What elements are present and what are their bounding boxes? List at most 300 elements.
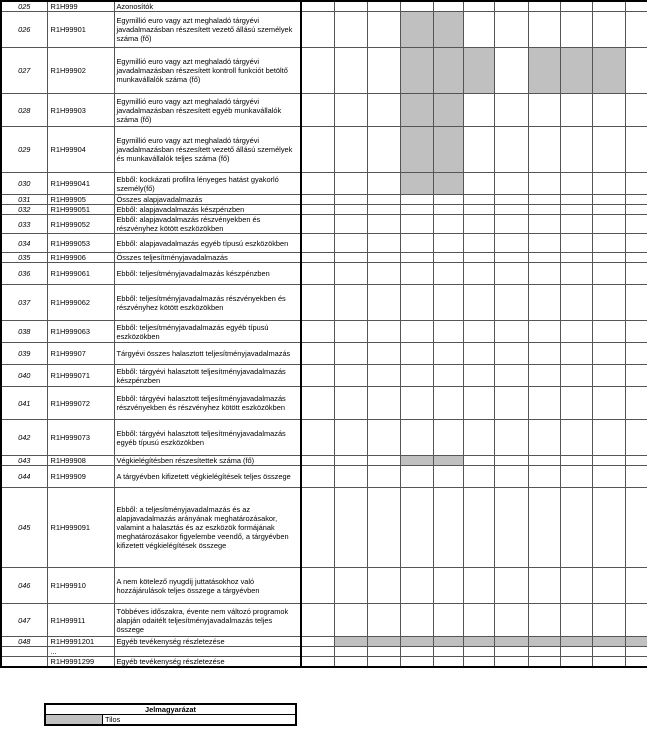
input-cell[interactable] [625,420,647,456]
input-cell[interactable] [528,94,560,127]
row-code: R1H999053 [47,234,114,253]
input-cell[interactable] [494,647,528,657]
input-cell[interactable] [367,94,400,127]
input-cell[interactable] [367,343,400,365]
row-description: Végkielégítésben részesítettek száma (fő) [114,456,301,466]
restricted-cell [433,94,463,127]
input-cell[interactable] [528,466,560,488]
input-cell[interactable] [400,604,433,637]
table-row [1,253,647,263]
input-cell[interactable] [463,420,494,456]
input-cell[interactable] [528,234,560,253]
input-cell[interactable] [560,94,592,127]
input-cell[interactable] [301,263,334,285]
input-cell[interactable] [625,195,647,205]
input-cell[interactable] [560,466,592,488]
input-cell[interactable] [334,48,367,94]
input-cell[interactable] [625,253,647,263]
input-cell[interactable] [625,205,647,215]
input-cell[interactable] [560,173,592,195]
input-cell[interactable] [528,604,560,637]
input-cell[interactable] [301,173,334,195]
restricted-cell [334,637,367,647]
row-description: A tárgyévben kifizetett végkielégítések teljes összege [114,466,301,488]
input-cell[interactable] [367,657,400,668]
input-cell[interactable] [433,604,463,637]
input-cell[interactable] [592,488,625,568]
input-cell[interactable] [433,488,463,568]
input-cell[interactable] [367,604,400,637]
input-cell[interactable] [463,466,494,488]
input-cell[interactable] [592,263,625,285]
input-cell[interactable] [528,127,560,173]
input-cell[interactable] [367,456,400,466]
input-cell[interactable] [334,253,367,263]
input-cell[interactable] [301,456,334,466]
input-cell[interactable] [433,387,463,420]
input-cell[interactable] [592,253,625,263]
input-cell[interactable] [625,456,647,466]
input-cell[interactable] [334,657,367,668]
input-cell[interactable] [560,657,592,668]
input-cell[interactable] [625,466,647,488]
input-cell[interactable] [560,1,592,12]
input-cell[interactable] [528,263,560,285]
input-cell[interactable] [592,456,625,466]
row-number: 030 [1,173,47,195]
input-cell[interactable] [592,12,625,48]
input-cell[interactable] [625,285,647,321]
input-cell[interactable] [301,285,334,321]
input-cell[interactable] [367,215,400,234]
row-code: R1H9991201 [47,637,114,647]
input-cell[interactable] [334,387,367,420]
input-cell[interactable] [560,215,592,234]
input-cell[interactable] [301,1,334,12]
input-cell[interactable] [625,48,647,94]
input-cell[interactable] [494,234,528,253]
input-cell[interactable] [463,488,494,568]
input-cell[interactable] [433,343,463,365]
input-cell[interactable] [463,365,494,387]
input-cell[interactable] [560,568,592,604]
input-cell[interactable] [433,285,463,321]
input-cell[interactable] [334,263,367,285]
input-cell[interactable] [494,365,528,387]
input-cell[interactable] [433,568,463,604]
input-cell[interactable] [625,343,647,365]
input-cell[interactable] [560,285,592,321]
table-body [1,1,647,667]
input-cell[interactable] [592,127,625,173]
input-cell[interactable] [463,568,494,604]
input-cell[interactable] [433,253,463,263]
input-cell[interactable] [560,263,592,285]
input-cell[interactable] [560,488,592,568]
input-cell[interactable] [367,205,400,215]
input-cell[interactable] [592,205,625,215]
input-cell[interactable] [433,657,463,668]
input-cell[interactable] [625,488,647,568]
input-cell[interactable] [560,420,592,456]
input-cell[interactable] [592,604,625,637]
input-cell[interactable] [433,205,463,215]
input-cell[interactable] [301,637,334,647]
input-cell[interactable] [560,343,592,365]
input-cell[interactable] [400,420,433,456]
input-cell[interactable] [463,215,494,234]
restricted-cell [433,48,463,94]
input-cell[interactable] [592,195,625,205]
input-cell[interactable] [463,285,494,321]
input-cell[interactable] [625,365,647,387]
input-cell[interactable] [433,321,463,343]
input-cell[interactable] [560,195,592,205]
row-description: Tárgyévi összes halasztott teljesítményjavadalmazás [114,343,301,365]
row-number: 037 [1,285,47,321]
restricted-cell [592,48,625,94]
input-cell[interactable] [592,285,625,321]
input-cell[interactable] [625,234,647,253]
input-cell[interactable] [301,387,334,420]
table-row [1,637,647,647]
input-cell[interactable] [334,195,367,205]
row-code: R1H99907 [47,343,114,365]
input-cell[interactable] [528,12,560,48]
input-cell[interactable] [400,321,433,343]
input-cell[interactable] [592,657,625,668]
input-cell[interactable] [528,173,560,195]
input-cell[interactable] [301,253,334,263]
input-cell[interactable] [494,420,528,456]
row-description: Azonosítók [114,1,301,12]
input-cell[interactable] [625,12,647,48]
input-cell[interactable] [400,657,433,668]
table-row [1,657,647,668]
table-row [1,1,647,12]
input-cell[interactable] [367,568,400,604]
input-cell[interactable] [625,321,647,343]
input-cell[interactable] [301,657,334,668]
input-cell[interactable] [433,647,463,657]
input-cell[interactable] [560,387,592,420]
input-cell[interactable] [433,420,463,456]
input-cell[interactable] [400,568,433,604]
input-cell[interactable] [625,387,647,420]
input-cell[interactable] [494,12,528,48]
input-cell[interactable] [301,205,334,215]
input-cell[interactable] [400,205,433,215]
input-cell[interactable] [592,420,625,456]
input-cell[interactable] [463,343,494,365]
input-cell[interactable] [528,647,560,657]
row-code: R1H999 [47,1,114,12]
input-cell[interactable] [301,12,334,48]
input-cell[interactable] [334,1,367,12]
input-cell[interactable] [625,604,647,637]
input-cell[interactable] [560,365,592,387]
input-cell[interactable] [367,234,400,253]
input-cell[interactable] [301,321,334,343]
input-cell[interactable] [494,343,528,365]
input-cell[interactable] [400,387,433,420]
table-row [1,420,647,456]
input-cell[interactable] [367,195,400,205]
input-cell[interactable] [528,657,560,668]
input-cell[interactable] [494,48,528,94]
input-cell[interactable] [301,215,334,234]
input-cell[interactable] [625,94,647,127]
input-cell[interactable] [463,205,494,215]
input-cell[interactable] [592,343,625,365]
input-cell[interactable] [301,466,334,488]
input-cell[interactable] [463,234,494,253]
input-cell[interactable] [463,1,494,12]
input-cell[interactable] [560,604,592,637]
input-cell[interactable] [400,466,433,488]
input-cell[interactable] [400,365,433,387]
input-cell[interactable] [367,647,400,657]
input-cell[interactable] [367,466,400,488]
input-cell[interactable] [528,568,560,604]
row-code: R1H99911 [47,604,114,637]
input-cell[interactable] [367,173,400,195]
input-cell[interactable] [592,647,625,657]
restricted-cell [560,48,592,94]
input-cell[interactable] [528,215,560,234]
input-cell[interactable] [463,657,494,668]
input-cell[interactable] [334,285,367,321]
input-cell[interactable] [592,365,625,387]
restricted-cell [400,456,433,466]
input-cell[interactable] [334,420,367,456]
input-cell[interactable] [625,647,647,657]
input-cell[interactable] [592,387,625,420]
input-cell[interactable] [494,253,528,263]
input-cell[interactable] [528,1,560,12]
input-cell[interactable] [367,285,400,321]
input-cell[interactable] [433,234,463,253]
input-cell[interactable] [463,321,494,343]
input-cell[interactable] [301,234,334,253]
input-cell[interactable] [463,12,494,48]
input-cell[interactable] [334,466,367,488]
row-code: R1H999051 [47,205,114,215]
input-cell[interactable] [528,205,560,215]
input-cell[interactable] [301,604,334,637]
row-code: R1H99904 [47,127,114,173]
input-cell[interactable] [463,387,494,420]
input-cell[interactable] [433,365,463,387]
input-cell[interactable] [367,48,400,94]
input-cell[interactable] [592,321,625,343]
input-cell[interactable] [334,234,367,253]
input-cell[interactable] [494,387,528,420]
input-cell[interactable] [367,365,400,387]
input-cell[interactable] [433,466,463,488]
restricted-cell [528,48,560,94]
input-cell[interactable] [400,488,433,568]
input-cell[interactable] [301,488,334,568]
input-cell[interactable] [463,127,494,173]
input-cell[interactable] [528,285,560,321]
row-number: 032 [1,205,47,215]
input-cell[interactable] [334,94,367,127]
input-cell[interactable] [301,127,334,173]
row-description: Ebből: tárgyévi halasztott teljesítményjavadalmazás készpénzben [114,365,301,387]
input-cell[interactable] [334,321,367,343]
row-number: 043 [1,456,47,466]
input-cell[interactable] [367,387,400,420]
restricted-cell [494,637,528,647]
input-cell[interactable] [463,604,494,637]
input-cell[interactable] [494,263,528,285]
input-cell[interactable] [625,657,647,668]
input-cell[interactable] [560,253,592,263]
input-cell[interactable] [560,234,592,253]
input-cell[interactable] [367,127,400,173]
input-cell[interactable] [494,94,528,127]
input-cell[interactable] [433,263,463,285]
input-cell[interactable] [400,1,433,12]
input-cell[interactable] [400,195,433,205]
input-cell[interactable] [625,173,647,195]
input-cell[interactable] [625,263,647,285]
input-cell[interactable] [334,604,367,637]
row-number [1,647,47,657]
input-cell[interactable] [528,195,560,205]
input-cell[interactable] [528,387,560,420]
input-cell[interactable] [528,343,560,365]
input-cell[interactable] [494,466,528,488]
input-cell[interactable] [528,488,560,568]
input-cell[interactable] [463,647,494,657]
input-cell[interactable] [301,365,334,387]
input-cell[interactable] [367,488,400,568]
input-cell[interactable] [433,215,463,234]
input-cell[interactable] [400,263,433,285]
input-cell[interactable] [463,195,494,205]
input-cell[interactable] [301,48,334,94]
input-cell[interactable] [625,568,647,604]
input-cell[interactable] [463,253,494,263]
input-cell[interactable] [494,456,528,466]
input-cell[interactable] [400,647,433,657]
restricted-cell [592,637,625,647]
input-cell[interactable] [400,285,433,321]
input-cell[interactable] [334,12,367,48]
input-cell[interactable] [367,253,400,263]
input-cell[interactable] [463,456,494,466]
input-cell[interactable] [560,456,592,466]
input-cell[interactable] [463,94,494,127]
input-cell[interactable] [560,127,592,173]
restricted-cell [463,48,494,94]
input-cell[interactable] [463,173,494,195]
input-cell[interactable] [528,321,560,343]
input-cell[interactable] [400,234,433,253]
input-cell[interactable] [494,1,528,12]
input-cell[interactable] [334,127,367,173]
input-cell[interactable] [334,647,367,657]
input-cell[interactable] [334,205,367,215]
input-cell[interactable] [301,343,334,365]
input-cell[interactable] [367,420,400,456]
input-cell[interactable] [592,466,625,488]
input-cell[interactable] [301,420,334,456]
input-cell[interactable] [334,215,367,234]
input-cell[interactable] [625,127,647,173]
input-cell[interactable] [528,456,560,466]
input-cell[interactable] [367,263,400,285]
input-cell[interactable] [367,321,400,343]
input-cell[interactable] [400,343,433,365]
input-cell[interactable] [592,215,625,234]
input-cell[interactable] [560,647,592,657]
input-cell[interactable] [494,604,528,637]
input-cell[interactable] [592,1,625,12]
input-cell[interactable] [334,456,367,466]
input-cell[interactable] [494,173,528,195]
input-cell[interactable] [494,127,528,173]
input-cell[interactable] [301,195,334,205]
input-cell[interactable] [494,215,528,234]
input-cell[interactable] [334,568,367,604]
row-number: 029 [1,127,47,173]
input-cell[interactable] [400,253,433,263]
input-cell[interactable] [400,215,433,234]
input-cell[interactable] [560,205,592,215]
input-cell[interactable] [560,321,592,343]
input-cell[interactable] [301,568,334,604]
input-cell[interactable] [494,321,528,343]
input-cell[interactable] [334,343,367,365]
input-cell[interactable] [494,205,528,215]
input-cell[interactable] [592,568,625,604]
input-cell[interactable] [433,1,463,12]
input-cell[interactable] [625,1,647,12]
input-cell[interactable] [528,365,560,387]
table-row [1,285,647,321]
table-row [1,127,647,173]
input-cell[interactable] [494,488,528,568]
input-cell[interactable] [334,365,367,387]
input-cell[interactable] [494,657,528,668]
input-cell[interactable] [301,94,334,127]
input-cell[interactable] [528,420,560,456]
table-row [1,215,647,234]
row-description: Ebből: alapjavadalmazás készpénzben [114,205,301,215]
input-cell[interactable] [367,12,400,48]
input-cell[interactable] [301,647,334,657]
input-cell[interactable] [625,215,647,234]
input-cell[interactable] [592,173,625,195]
input-cell[interactable] [367,1,400,12]
input-cell[interactable] [528,253,560,263]
input-cell[interactable] [334,488,367,568]
input-cell[interactable] [494,568,528,604]
row-number: 036 [1,263,47,285]
input-cell[interactable] [560,12,592,48]
row-code: R1H99906 [47,253,114,263]
input-cell[interactable] [463,263,494,285]
input-cell[interactable] [433,195,463,205]
input-cell[interactable] [494,285,528,321]
input-cell[interactable] [334,173,367,195]
input-cell[interactable] [592,94,625,127]
input-cell[interactable] [592,234,625,253]
input-cell[interactable] [494,195,528,205]
